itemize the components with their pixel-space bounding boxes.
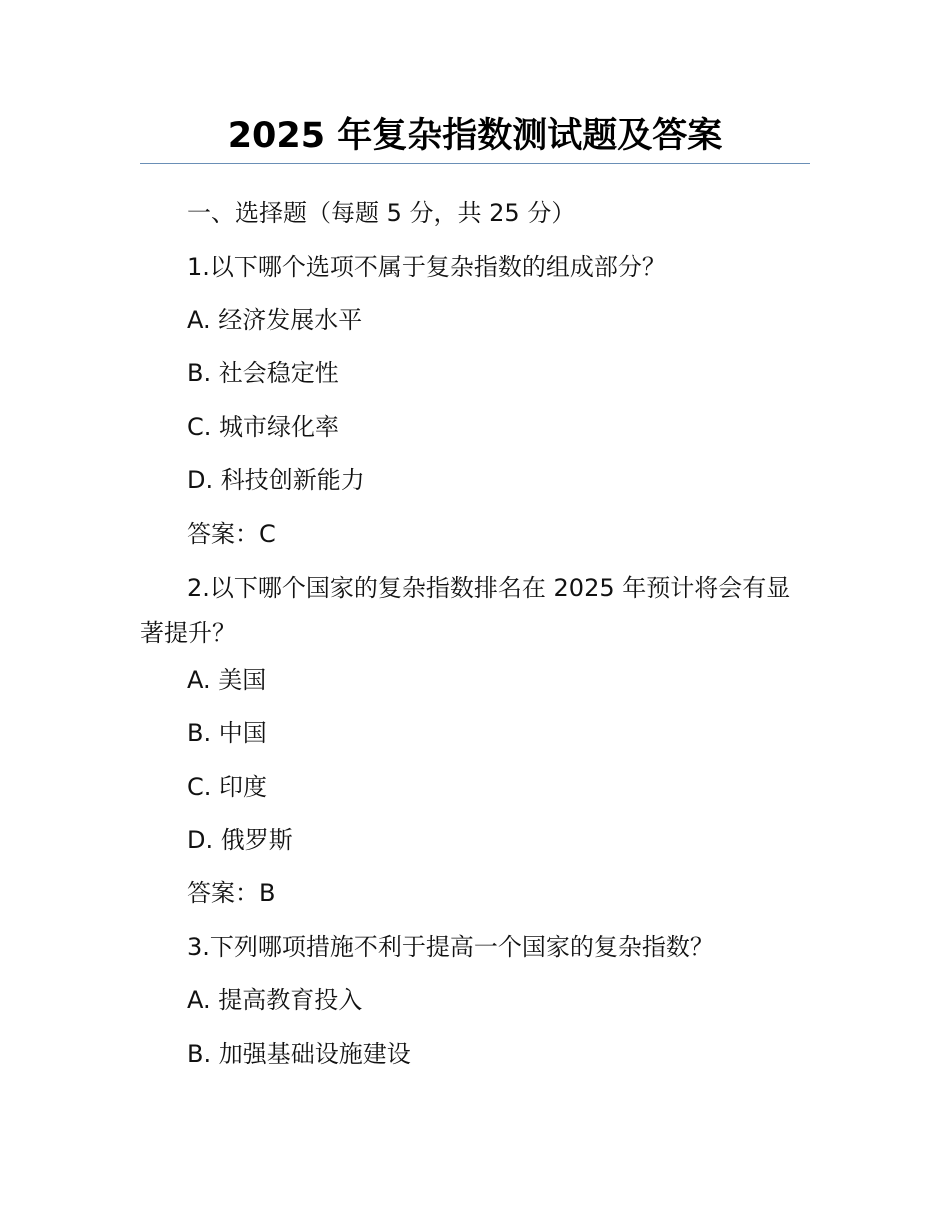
page-title: 2025 年复杂指数测试题及答案: [227, 116, 723, 156]
question-1-option-d: D. 科技创新能力: [187, 466, 365, 494]
question-1-option-c: C. 城市绿化率: [187, 413, 340, 441]
question-3-option-b: B. 加强基础设施建设: [187, 1040, 411, 1068]
question-2-option-a: A. 美国: [187, 666, 267, 694]
question-2-option-c: C. 印度: [187, 773, 268, 801]
section-heading: 一、选择题（每题 5 分，共 25 分）: [187, 199, 576, 227]
question-2-prompt: 2.以下哪个国家的复杂指数排名在 2025 年预计将会有显著提升？: [140, 574, 791, 647]
question-3-prompt: 3.下列哪项措施不利于提高一个国家的复杂指数？: [187, 933, 714, 961]
question-3-option-a: A. 提高教育投入: [187, 986, 363, 1014]
question-2-answer: 答案：B: [187, 879, 276, 907]
question-1-option-b: B. 社会稳定性: [187, 359, 339, 387]
title-divider: [140, 163, 810, 164]
question-1-prompt: 1.以下哪个选项不属于复杂指数的组成部分？: [187, 253, 666, 281]
question-2-option-b: B. 中国: [187, 719, 267, 747]
question-2-option-d: D. 俄罗斯: [187, 826, 293, 854]
question-1-answer: 答案：C: [187, 520, 276, 548]
question-1-option-a: A. 经济发展水平: [187, 306, 363, 334]
